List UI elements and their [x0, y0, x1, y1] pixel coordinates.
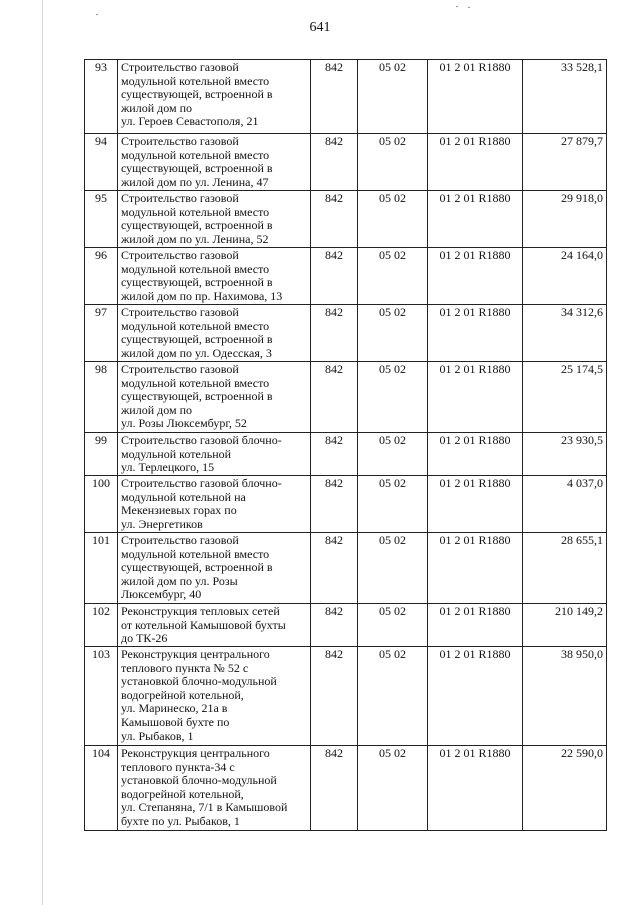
description-cell: Строительство газовой блочно- модульной котельной на Мекензиевых горах по ул. Энергетиков [118, 476, 311, 533]
row-number-cell: 93 [85, 60, 118, 134]
target-article-code-cell: 01 2 01 R1880 [428, 362, 523, 433]
table-row [85, 60, 607, 134]
row-number-cell: 101 [85, 533, 118, 604]
target-article-code-cell: 01 2 01 R1880 [428, 305, 523, 362]
scan-margin-line [42, 0, 43, 905]
table-row [85, 248, 607, 305]
row-number-cell: 104 [85, 746, 118, 831]
section-code-cell: 05 02 [358, 362, 428, 433]
section-code-cell: 05 02 [358, 248, 428, 305]
table-row [85, 362, 607, 433]
table-row [85, 647, 607, 746]
row-number-cell: 102 [85, 604, 118, 647]
amount-cell: 23 930,5 [523, 433, 607, 476]
table-row [85, 476, 607, 533]
description-cell: Строительство газовой модульной котельной вместо существующей, встроенной в жилой дом по ул. Розы Люксембург, 40 [118, 533, 311, 604]
description-cell: Строительство газовой блочно- модульной котельной ул. Терлецкого, 15 [118, 433, 311, 476]
department-code-cell: 842 [311, 362, 358, 433]
table-row [85, 533, 607, 604]
table-row [85, 191, 607, 248]
target-article-code-cell: 01 2 01 R1880 [428, 746, 523, 831]
department-code-cell: 842 [311, 647, 358, 746]
table-row [85, 604, 607, 647]
row-number-cell: 100 [85, 476, 118, 533]
section-code-cell: 05 02 [358, 746, 428, 831]
department-code-cell: 842 [311, 746, 358, 831]
target-article-code-cell: 01 2 01 R1880 [428, 476, 523, 533]
section-code-cell: 05 02 [358, 134, 428, 191]
scan-speck [456, 6, 458, 7]
target-article-code-cell: 01 2 01 R1880 [428, 647, 523, 746]
page-number: 641 [309, 20, 331, 35]
amount-cell: 22 590,0 [523, 746, 607, 831]
department-code-cell: 842 [311, 191, 358, 248]
amount-cell: 210 149,2 [523, 604, 607, 647]
target-article-code-cell: 01 2 01 R1880 [428, 604, 523, 647]
description-cell: Строительство газовой модульной котельной вместо существующей, встроенной в жилой дом по пр. Нахимова, 13 [118, 248, 311, 305]
target-article-code-cell: 01 2 01 R1880 [428, 191, 523, 248]
description-cell: Строительство газовой модульной котельной вместо существующей, встроенной в жилой дом по ул. Розы Люксембург, 52 [118, 362, 311, 433]
description-cell: Строительство газовой модульной котельной вместо существующей, встроенной в жилой дом по ул. Ленина, 47 [118, 134, 311, 191]
amount-cell: 34 312,6 [523, 305, 607, 362]
amount-cell: 38 950,0 [523, 647, 607, 746]
section-code-cell: 05 02 [358, 476, 428, 533]
department-code-cell: 842 [311, 604, 358, 647]
department-code-cell: 842 [311, 248, 358, 305]
section-code-cell: 05 02 [358, 647, 428, 746]
amount-cell: 25 174,5 [523, 362, 607, 433]
department-code-cell: 842 [311, 60, 358, 134]
target-article-code-cell: 01 2 01 R1880 [428, 134, 523, 191]
target-article-code-cell: 01 2 01 R1880 [428, 533, 523, 604]
section-code-cell: 05 02 [358, 604, 428, 647]
department-code-cell: 842 [311, 476, 358, 533]
row-number-cell: 97 [85, 305, 118, 362]
row-number-cell: 95 [85, 191, 118, 248]
amount-cell: 29 918,0 [523, 191, 607, 248]
section-code-cell: 05 02 [358, 305, 428, 362]
description-cell: Реконструкция центрального теплового пункта-34 с установкой блочно-модульной водогрейной котельной, ул. Степаняна, 7/1 в Камышовой бухте по ул. Рыбаков, 1 [118, 746, 311, 831]
amount-cell: 28 655,1 [523, 533, 607, 604]
amount-cell: 27 879,7 [523, 134, 607, 191]
department-code-cell: 842 [311, 533, 358, 604]
target-article-code-cell: 01 2 01 R1880 [428, 60, 523, 134]
table-row [85, 305, 607, 362]
row-number-cell: 103 [85, 647, 118, 746]
scan-speck [468, 7, 470, 8]
section-code-cell: 05 02 [358, 191, 428, 248]
scan-speck [96, 14, 98, 15]
department-code-cell: 842 [311, 305, 358, 362]
target-article-code-cell: 01 2 01 R1880 [428, 433, 523, 476]
department-code-cell: 842 [311, 134, 358, 191]
amount-cell: 33 528,1 [523, 60, 607, 134]
description-cell: Реконструкция тепловых сетей от котельной Камышовой бухты до ТК-26 [118, 604, 311, 647]
description-cell: Строительство газовой модульной котельной вместо существующей, встроенной в жилой дом по ул. Ленина, 52 [118, 191, 311, 248]
table-row [85, 134, 607, 191]
amount-cell: 4 037,0 [523, 476, 607, 533]
row-number-cell: 99 [85, 433, 118, 476]
description-cell: Строительство газовой модульной котельной вместо существующей, встроенной в жилой дом по ул. Героев Севастополя, 21 [118, 60, 311, 134]
department-code-cell: 842 [311, 433, 358, 476]
table-row [85, 746, 607, 831]
row-number-cell: 98 [85, 362, 118, 433]
table-row [85, 433, 607, 476]
target-article-code-cell: 01 2 01 R1880 [428, 248, 523, 305]
section-code-cell: 05 02 [358, 533, 428, 604]
amount-cell: 24 164,0 [523, 248, 607, 305]
section-code-cell: 05 02 [358, 433, 428, 476]
row-number-cell: 96 [85, 248, 118, 305]
budget-table [84, 59, 607, 831]
row-number-cell: 94 [85, 134, 118, 191]
description-cell: Строительство газовой модульной котельной вместо существующей, встроенной в жилой дом по ул. Одесская, 3 [118, 305, 311, 362]
description-cell: Реконструкция центрального теплового пункта № 52 с установкой блочно-модульной водогрейной котельной, ул. Маринеско, 21а в Камышовой бухте по ул. Рыбаков, 1 [118, 647, 311, 746]
section-code-cell: 05 02 [358, 60, 428, 134]
budget-table-body [85, 60, 607, 831]
